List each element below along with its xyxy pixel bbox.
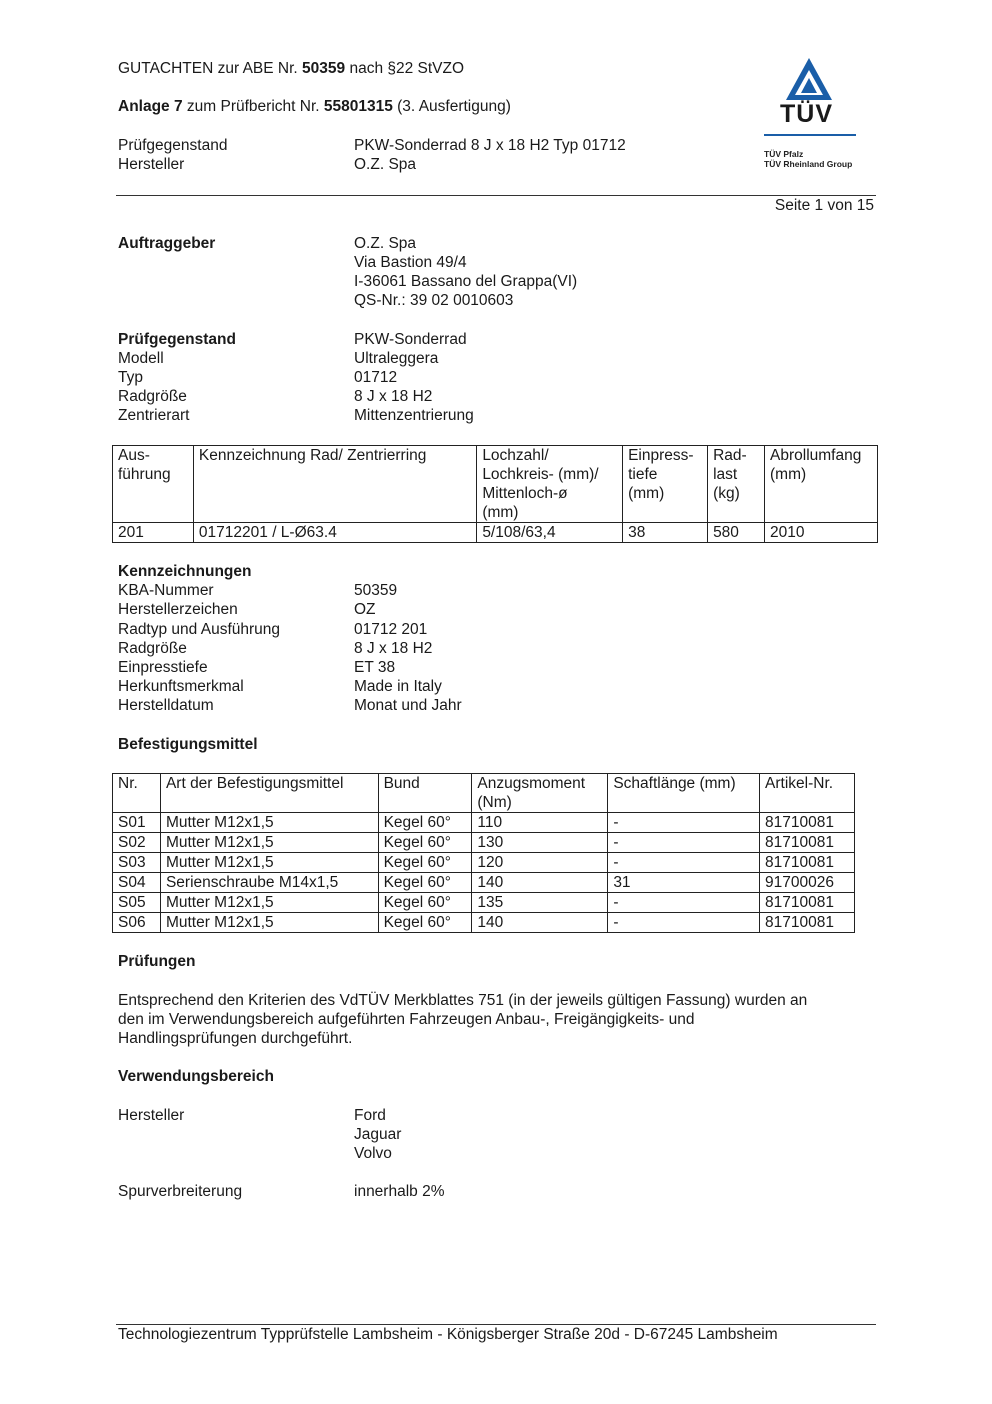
- befestigung-header: [113, 774, 855, 813]
- verwendung-hersteller-item: Volvo: [354, 1145, 392, 1162]
- kennz-value: 50359: [354, 582, 398, 599]
- table-cell: S04: [113, 873, 161, 893]
- table-cell: S02: [113, 833, 161, 853]
- pruefgegenstand-value: 01712: [354, 369, 398, 386]
- table-cell: 81710081: [760, 893, 855, 913]
- header-text: (mm): [482, 504, 519, 521]
- table-cell: -: [608, 913, 760, 933]
- wheel-table: [112, 445, 878, 543]
- pruefgegenstand-heading-value: PKW-Sonderrad: [354, 331, 467, 348]
- header-text: Anzugsmoment: [477, 775, 586, 792]
- wheel-header-cell: [623, 446, 708, 523]
- header-text: Kennzeichnung Rad/ Zentrierring: [198, 447, 427, 464]
- header-text: Abrollumfang: [770, 447, 862, 464]
- table-cell: 120: [472, 853, 608, 873]
- kennz-value: 01712 201: [354, 621, 428, 638]
- table-cell: S05: [113, 893, 161, 913]
- kennz-value: Monat und Jahr: [354, 697, 462, 714]
- header-text: führung: [118, 466, 171, 483]
- pruefgegenstand-value: Ultraleggera: [354, 350, 439, 367]
- header-text: last: [713, 466, 738, 483]
- table-row: [113, 833, 855, 853]
- table-cell: Mutter M12x1,5: [160, 833, 378, 853]
- kennz-label: Herstellerzeichen: [118, 601, 238, 618]
- header-text: tiefe: [628, 466, 658, 483]
- table-cell: Mutter M12x1,5: [160, 893, 378, 913]
- header-text: (kg): [713, 485, 740, 502]
- pruefgegenstand-label: Radgröße: [118, 388, 187, 405]
- table-cell: Mutter M12x1,5: [160, 853, 378, 873]
- pruefungen-text-line: Entsprechend den Kriterien des VdTÜV Merkblattes 751 (in der jeweils gültigen Fassung) wurden an: [118, 992, 808, 1009]
- table-cell: Kegel 60°: [378, 913, 472, 933]
- header-text: Mittenloch-ø: [482, 485, 568, 502]
- header-text: Einpress-: [628, 447, 694, 464]
- pruefgegenstand-value: Mittenzentrierung: [354, 407, 474, 424]
- header-line-anlage: [118, 97, 511, 116]
- table-cell: 5/108/63,4: [477, 523, 623, 543]
- table-cell: 81710081: [760, 813, 855, 833]
- logo-sub2: TÜV Rheinland Group: [764, 159, 853, 169]
- header-pruefgegenstand-value: PKW-Sonderrad 8 J x 18 H2 Typ 01712: [354, 137, 626, 154]
- table-row: [113, 873, 855, 893]
- table-cell: Serienschraube M14x1,5: [160, 873, 378, 893]
- header-text: Aus-: [118, 447, 150, 464]
- table-cell: 81710081: [760, 833, 855, 853]
- abe-number: 50359: [302, 60, 346, 77]
- table-row: [113, 853, 855, 873]
- kennz-value: 8 J x 18 H2: [354, 640, 433, 657]
- header-text: (Nm): [477, 794, 512, 811]
- pruefgegenstand-label: Zentrierart: [118, 407, 190, 424]
- auftraggeber-line: O.Z. Spa: [354, 235, 417, 252]
- verwendung-hersteller-item: Ford: [354, 1107, 386, 1124]
- kennz-label: Herstelldatum: [118, 697, 214, 714]
- auftraggeber-label: Auftraggeber: [118, 235, 216, 252]
- kennz-label: Radgröße: [118, 640, 187, 657]
- page-number: Seite 1 von 15: [774, 197, 874, 214]
- kennz-label: Radtyp und Ausführung: [118, 621, 281, 638]
- wheel-header-cell: [477, 446, 623, 523]
- table-row: [113, 913, 855, 933]
- table-cell: S06: [113, 913, 161, 933]
- verwendung-hersteller-label: Hersteller: [118, 1107, 185, 1124]
- pruefungen-heading: Prüfungen: [118, 953, 196, 970]
- table-cell: -: [608, 853, 760, 873]
- table-cell: 38: [623, 523, 708, 543]
- spurverbreiterung-value: innerhalb 2%: [354, 1183, 445, 1200]
- befestigung-table: [112, 773, 855, 933]
- table-cell: -: [608, 893, 760, 913]
- pruefungen-text-line: den im Verwendungsbereich aufgeführten Fahrzeugen Anbau-, Freigängigkeits- und: [118, 1011, 695, 1028]
- table-row: [113, 813, 855, 833]
- table-cell: 580: [708, 523, 765, 543]
- footer-address: Technologiezentrum Typprüfstelle Lambsheim - Königsberger Straße 20d - D-67245 Lambsheim: [118, 1326, 778, 1343]
- pruefgegenstand-label: Typ: [118, 369, 143, 386]
- logo-text: TÜV: [780, 100, 833, 128]
- kennz-value: OZ: [354, 601, 376, 618]
- befestigung-header-cell: Art der Befestigungsmittel: [160, 774, 378, 813]
- table-cell: Kegel 60°: [378, 833, 472, 853]
- table-cell: 2010: [765, 523, 878, 543]
- kennz-value: ET 38: [354, 659, 396, 676]
- header-line-abe: [118, 59, 464, 78]
- abe-suffix: nach §22 StVZO: [345, 60, 465, 77]
- verwendungsbereich-heading: Verwendungsbereich: [118, 1068, 274, 1085]
- table-cell: 140: [472, 913, 608, 933]
- spurverbreiterung-label: Spurverbreiterung: [118, 1183, 243, 1200]
- pruefgegenstand-value: 8 J x 18 H2: [354, 388, 433, 405]
- befestigung-heading: Befestigungsmittel: [118, 736, 258, 753]
- befestigung-header-cell: Artikel-Nr.: [760, 774, 855, 813]
- table-cell: 81710081: [760, 853, 855, 873]
- pruefgegenstand-heading: Prüfgegenstand: [118, 331, 236, 348]
- table-cell: 130: [472, 833, 608, 853]
- wheel-table-header: [113, 446, 878, 523]
- table-cell: S03: [113, 853, 161, 873]
- abe-prefix: GUTACHTEN zur ABE Nr.: [118, 60, 303, 77]
- header-pruefgegenstand-label: Prüfgegenstand: [118, 137, 228, 154]
- ausfertigung: (3. Ausfertigung): [392, 98, 511, 115]
- table-cell: S01: [113, 813, 161, 833]
- table-cell: Mutter M12x1,5: [160, 813, 378, 833]
- header-text: Lochzahl/: [482, 447, 549, 464]
- pruefbericht-number: 55801315: [323, 98, 393, 115]
- table-cell: Kegel 60°: [378, 813, 472, 833]
- befestigung-header-cell: Nr.: [113, 774, 161, 813]
- pruefgegenstand-label: Modell: [118, 350, 164, 367]
- anlage-label: Anlage 7: [118, 98, 183, 115]
- kennzeichnungen-heading: Kennzeichnungen: [118, 563, 252, 580]
- table-cell: Kegel 60°: [378, 873, 472, 893]
- table-cell: 91700026: [760, 873, 855, 893]
- kennz-label: Einpresstiefe: [118, 659, 208, 676]
- header-text: (mm): [628, 485, 665, 502]
- pruefungen-text-line: Handlingsprüfungen durchgeführt.: [118, 1030, 353, 1047]
- anlage-mid: zum Prüfbericht Nr.: [182, 98, 324, 115]
- wheel-header-cell: [765, 446, 878, 523]
- table-row: [113, 523, 878, 543]
- tuev-logo: [762, 56, 860, 174]
- table-cell: 81710081: [760, 913, 855, 933]
- befestigung-header-cell: Schaftlänge (mm): [608, 774, 760, 813]
- header-text: (mm): [770, 466, 807, 483]
- kennz-label: Herkunftsmerkmal: [118, 678, 244, 695]
- table-cell: 110: [472, 813, 608, 833]
- wheel-header-cell: [708, 446, 765, 523]
- table-cell: -: [608, 813, 760, 833]
- befestigung-header-cell: Bund: [378, 774, 472, 813]
- logo-rule: [764, 134, 856, 136]
- header-hersteller-label: Hersteller: [118, 156, 185, 173]
- verwendung-hersteller-item: Jaguar: [354, 1126, 402, 1143]
- header-divider: [116, 195, 876, 196]
- header-hersteller-value: O.Z. Spa: [354, 156, 417, 173]
- befestigung-header-cell: [472, 774, 608, 813]
- wheel-header-cell: [113, 446, 194, 523]
- auftraggeber-line: I-36061 Bassano del Grappa(VI): [354, 273, 578, 290]
- table-cell: Kegel 60°: [378, 853, 472, 873]
- kennz-label: KBA-Nummer: [118, 582, 214, 599]
- table-cell: 31: [608, 873, 760, 893]
- table-cell: Mutter M12x1,5: [160, 913, 378, 933]
- table-cell: 140: [472, 873, 608, 893]
- auftraggeber-line: Via Bastion 49/4: [354, 254, 467, 271]
- table-cell: -: [608, 833, 760, 853]
- table-cell: 135: [472, 893, 608, 913]
- kennz-value: Made in Italy: [354, 678, 442, 695]
- logo-sub1: TÜV Pfalz: [764, 149, 804, 159]
- wheel-header-cell: [193, 446, 476, 523]
- header-text: Lochkreis- (mm)/: [482, 466, 599, 483]
- table-cell: 01712201 / L-Ø63.4: [193, 523, 476, 543]
- table-cell: 201: [113, 523, 194, 543]
- auftraggeber-line: QS-Nr.: 39 02 0010603: [354, 292, 514, 309]
- header-text: Rad-: [713, 447, 747, 464]
- table-cell: Kegel 60°: [378, 893, 472, 913]
- table-row: [113, 893, 855, 913]
